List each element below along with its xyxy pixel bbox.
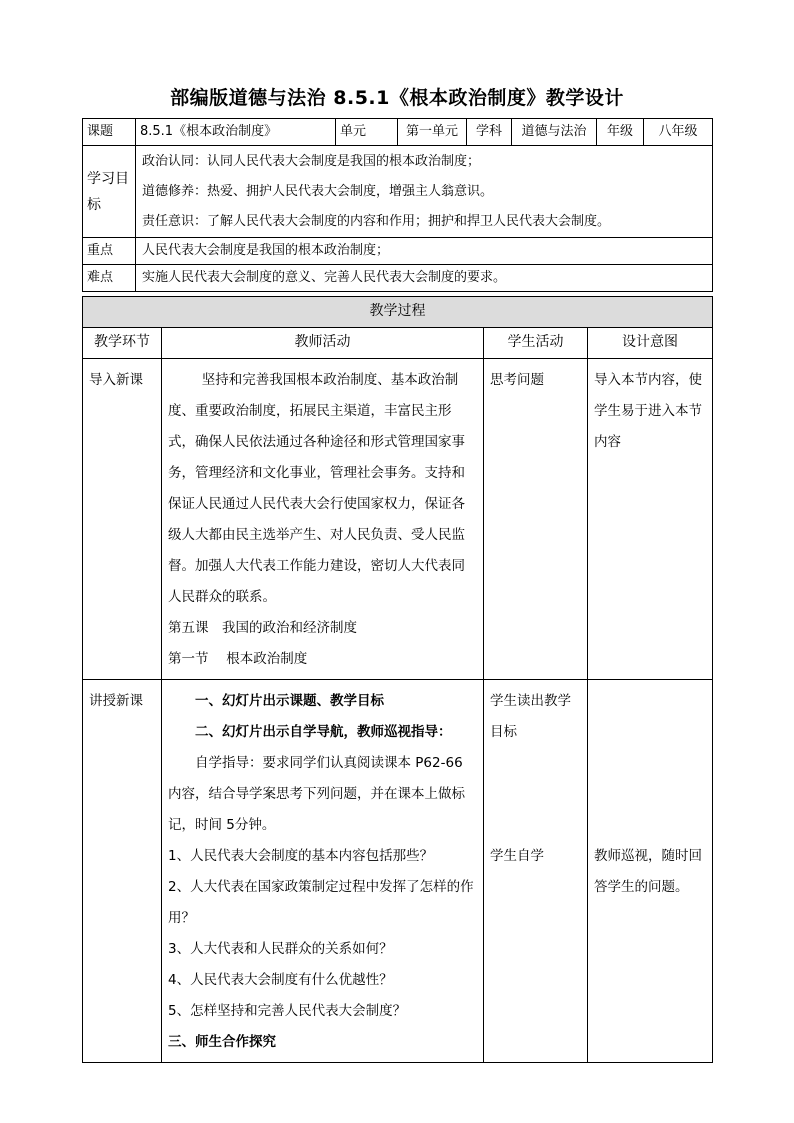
goals-cell <box>136 146 713 238</box>
subject-label: 学科 <box>467 119 512 146</box>
step-one: 一、幻灯片出示课题、教学目标 <box>195 693 384 709</box>
goal-item: 责任意识：了解人民代表大会制度的内容和作用；拥护和捍卫人民代表大会制度。 <box>142 213 611 229</box>
goals-label: 学习目标 <box>83 146 136 238</box>
step-three: 三、师生合作探究 <box>168 1034 276 1050</box>
section-title: 第一节 根本政治制度 <box>168 651 308 667</box>
goal-item: 政治认同：认同人民代表大会制度是我国的根本政治制度； <box>142 153 481 169</box>
self-study-guide: 自学指导：要求同学们认真阅读课本 P62-66 内容，结合导学案思考下列问题，并在课本上做标记，时间 5分钟。 <box>168 755 465 833</box>
page-title: 部编版道德与法治 8.5.1《根本政治制度》教学设计 <box>170 87 624 109</box>
question-item: 1、人民代表大会制度的基本内容包括那些？ <box>168 848 434 864</box>
column-header: 教师活动 <box>162 328 484 359</box>
unit-value: 第一单元 <box>398 119 467 146</box>
student-self-study: 学生自学 <box>490 848 544 864</box>
step-two: 二、幻灯片出示自学导航，教师巡视指导： <box>195 724 452 740</box>
grade-value: 八年级 <box>644 119 713 146</box>
teaching-process-table <box>82 296 713 1063</box>
course-value: 8.5.1《根本政治制度》 <box>136 119 336 146</box>
process-heading: 教学过程 <box>83 297 713 328</box>
column-header: 学生活动 <box>484 328 588 359</box>
stage-new: 讲授新课 <box>83 680 162 1063</box>
subject-value: 道德与法治 <box>512 119 597 146</box>
course-label: 课题 <box>83 119 136 146</box>
grade-label: 年级 <box>597 119 644 146</box>
key-label: 重点 <box>83 238 136 265</box>
question-item: 2、人大代表在国家政策制定过程中发挥了怎样的作用？ <box>168 879 474 926</box>
student-activity-new <box>484 680 588 1063</box>
question-item: 4、人民代表大会制度有什么优越性？ <box>168 972 393 988</box>
unit-label: 单元 <box>336 119 398 146</box>
question-item: 3、人大代表和人民群众的关系如何？ <box>168 941 393 957</box>
teacher-activity-intro <box>162 359 484 680</box>
design-intent-new <box>588 680 713 1063</box>
stage-intro: 导入新课 <box>83 359 162 680</box>
difficulty-label: 难点 <box>83 265 136 292</box>
student-activity-intro: 思考问题 <box>484 359 588 680</box>
student-read-goals: 学生读出教学目标 <box>490 693 571 740</box>
teacher-patrol-note: 教师巡视，随时回答学生的问题。 <box>594 848 702 895</box>
lesson-info-table <box>82 118 713 292</box>
goal-item: 道德修养：热爱、拥护人民代表大会制度，增强主人翁意识。 <box>142 183 494 199</box>
teacher-activity-new <box>162 680 484 1063</box>
column-header: 教学环节 <box>83 328 162 359</box>
key-value: 人民代表大会制度是我国的根本政治制度； <box>136 238 713 265</box>
difficulty-value: 实施人民代表大会制度的意义、完善人民代表大会制度的要求。 <box>136 265 713 292</box>
lesson-title: 第五课 我国的政治和经济制度 <box>168 620 357 636</box>
question-item: 5、怎样坚持和完善人民代表大会制度？ <box>168 1003 407 1019</box>
column-header: 设计意图 <box>588 328 713 359</box>
intro-paragraph: 坚持和完善我国根本政治制度、基本政治制度、重要政治制度，拓展民主渠道，丰富民主形式，确保人民依法通过各种途径和形式管理国家事务，管理经济和文化事业，管理社会事务。支持和保证人民通过人民代表大会行使国家权力，保证各级人大都由民主选举产生、对人民负责、受人民监督。加强人大代表工作能力建设，密切人大代表同人民群众的联系。 <box>168 372 465 605</box>
design-intent-intro: 导入本节内容，使学生易于进入本节内容 <box>588 359 713 680</box>
